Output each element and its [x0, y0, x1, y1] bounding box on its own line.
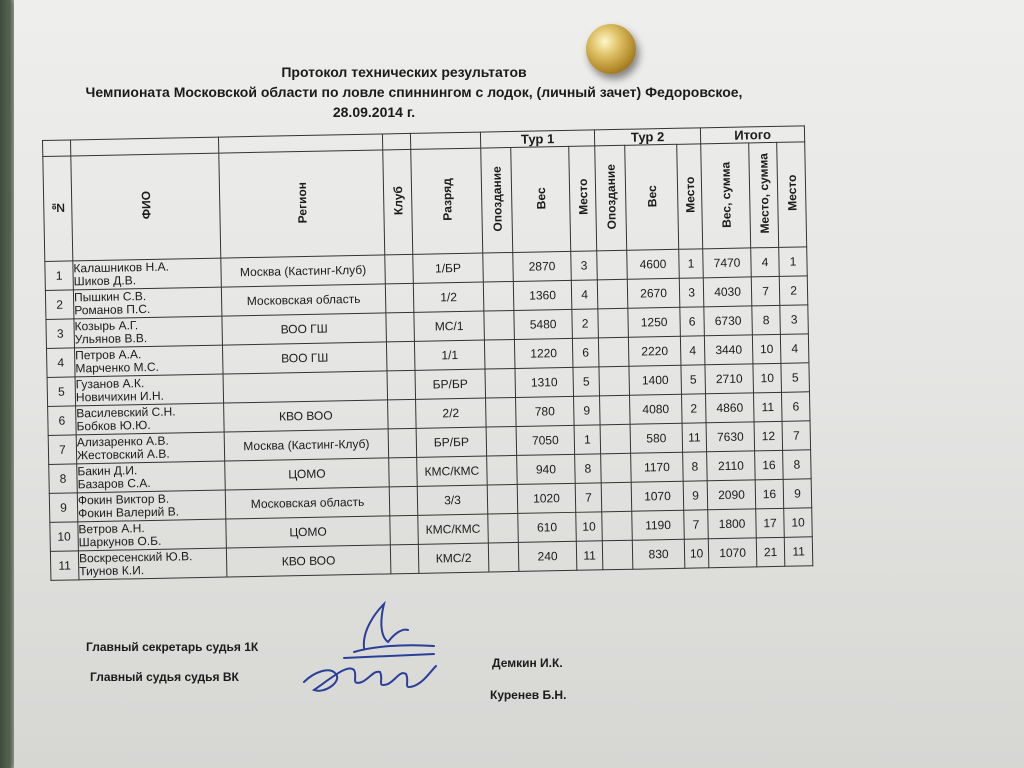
late-2: [601, 453, 632, 483]
weight-1: 1310: [515, 367, 574, 397]
final-place: 2: [779, 276, 808, 306]
place-1: 8: [575, 454, 602, 483]
rank: 2/2: [416, 398, 487, 428]
late-1: [483, 252, 514, 282]
place-2: 8: [683, 452, 708, 481]
place-2: 5: [681, 365, 706, 394]
weight-1: 940: [517, 454, 576, 484]
participant-1: Калашников Н.А.: [73, 259, 169, 276]
participants: [73, 287, 222, 319]
region: КВО ВОО: [226, 545, 391, 577]
club: [386, 341, 415, 371]
secretary-title: Главный секретарь судья 1К: [86, 640, 259, 654]
late-2: [597, 279, 628, 309]
club: [389, 486, 418, 516]
late-2: [599, 366, 630, 396]
place-1: 11: [576, 541, 603, 570]
late-2: [601, 482, 632, 512]
results-table: [42, 125, 813, 581]
rank: КМС/2: [418, 543, 489, 573]
club: [386, 312, 415, 342]
sum-weight: 7470: [703, 248, 752, 278]
place-1: 10: [576, 512, 603, 541]
late-2: [602, 540, 633, 570]
row-number: 11: [50, 551, 79, 581]
sum-place: 16: [755, 479, 784, 509]
sum-place: 11: [754, 392, 783, 422]
late-2: [598, 337, 629, 367]
participant-2: Шиков Д.В.: [73, 273, 137, 289]
club: [389, 457, 418, 487]
participant-1: Бакин Д.И.: [77, 463, 138, 479]
final-place: 4: [780, 334, 809, 364]
weight-1: 1220: [514, 338, 573, 368]
judge-title: Главный судья судья ВК: [90, 670, 239, 684]
place-2: 9: [683, 481, 708, 510]
col-club: Клуб: [390, 186, 406, 216]
rank: МС/1: [414, 311, 485, 341]
club: [388, 428, 417, 458]
participant-2: Марченко М.С.: [75, 359, 160, 376]
participants: [77, 490, 226, 522]
col-place1: Место: [575, 178, 591, 216]
row-number: 9: [49, 493, 78, 523]
sum-weight: 2710: [705, 364, 754, 394]
participant-2: Ульянов В.В.: [74, 331, 148, 347]
weight-2: 1250: [628, 307, 681, 337]
sum-weight: 2090: [707, 480, 756, 510]
weight-2: 4600: [627, 249, 680, 279]
club: [385, 283, 414, 313]
weight-1: 7050: [516, 425, 575, 455]
participant-1: Петров А.А.: [75, 347, 142, 363]
region: Московская область: [225, 487, 390, 519]
late-1: [487, 484, 518, 514]
weight-1: 5480: [514, 309, 573, 339]
late-1: [484, 310, 515, 340]
late-2: [597, 250, 628, 280]
region: ЦОМО: [225, 458, 390, 490]
final-place: 7: [782, 421, 811, 451]
doc-date: 28.09.2014 г.: [332, 104, 416, 120]
late-1: [487, 455, 518, 485]
place-1: 5: [573, 367, 600, 396]
weight-2: 1190: [632, 510, 685, 540]
participants: [78, 519, 227, 551]
rank: 3/3: [417, 485, 488, 515]
participant-1: Гузанов А.К.: [75, 376, 145, 392]
weight-2: 830: [632, 539, 685, 569]
group-total: Итого: [700, 126, 804, 144]
region: ЦОМО: [226, 516, 391, 548]
place-2: 4: [680, 336, 705, 365]
late-1: [488, 513, 519, 543]
region: Московская область: [221, 284, 386, 316]
secretary-name: Демкин И.К.: [492, 656, 563, 670]
late-1: [485, 368, 516, 398]
weight-2: 580: [630, 423, 683, 453]
row-number: 1: [45, 261, 74, 291]
final-place: 1: [779, 247, 808, 277]
weight-1: 2870: [513, 251, 572, 281]
weight-2: 1070: [631, 481, 684, 511]
participants: [77, 461, 226, 493]
club: [387, 370, 416, 400]
participants: [74, 316, 223, 348]
late-2: [600, 424, 631, 454]
participants: [78, 548, 227, 580]
weight-1: 1360: [513, 280, 572, 310]
row-number: 5: [47, 377, 76, 407]
place-2: 3: [679, 278, 704, 307]
region: [223, 371, 388, 403]
sum-place: 4: [751, 247, 780, 277]
late-1: [488, 542, 519, 572]
participant-1: Ализаренко А.В.: [76, 433, 169, 450]
rank: КМС/КМС: [417, 456, 488, 486]
group-tour2: Тур 2: [594, 128, 700, 146]
col-region: Регион: [294, 181, 310, 224]
late-1: [483, 281, 514, 311]
club: [388, 399, 417, 429]
participants: [74, 345, 223, 377]
region: Москва (Кастинг-Клуб): [224, 429, 389, 461]
region: ВОО ГШ: [222, 313, 387, 345]
participants: [76, 403, 225, 435]
weight-2: 1400: [629, 365, 682, 395]
group-tour1: Тур 1: [480, 130, 594, 148]
sum-weight: 1800: [708, 509, 757, 539]
doc-subtitle: Чемпионата Московской области по ловле спиннингом с лодок, (личный зачет) Федоровское,: [85, 84, 743, 100]
sum-place: 21: [756, 537, 785, 567]
club: [385, 254, 414, 284]
participant-2: Жестовский А.В.: [76, 446, 170, 463]
weight-1: 240: [518, 541, 577, 571]
participant-1: Козырь А.Г.: [74, 318, 139, 334]
row-number: 10: [50, 522, 79, 552]
late-2: [600, 395, 631, 425]
final-place: 10: [784, 508, 813, 538]
rank: КМС/КМС: [418, 514, 489, 544]
final-place: 5: [781, 363, 810, 393]
weight-2: 4080: [630, 394, 683, 424]
participant-2: Тиунов К.И.: [79, 563, 145, 579]
late-1: [484, 339, 515, 369]
results-body: [45, 247, 813, 581]
final-place: 3: [780, 305, 809, 335]
participant-2: Базаров С.А.: [77, 475, 151, 492]
participant-1: Воскресенский Ю.В.: [78, 549, 193, 566]
rank: БР/БР: [416, 427, 487, 457]
place-2: 11: [682, 423, 707, 452]
col-sum-place: Место, сумма: [755, 153, 772, 234]
place-1: 1: [574, 425, 601, 454]
sum-place: 7: [751, 276, 780, 306]
participant-1: Василевский С.Н.: [76, 404, 176, 421]
final-place: 8: [783, 450, 812, 480]
participant-1: Ветров А.Н.: [78, 521, 145, 537]
col-weight1: Вес: [533, 186, 548, 209]
row-number: 4: [47, 348, 76, 378]
sum-place: 10: [753, 363, 782, 393]
document-sheet: [14, 0, 1024, 768]
sum-place: 16: [755, 450, 784, 480]
weight-1: 610: [518, 512, 577, 542]
place-2: 2: [682, 394, 707, 423]
final-place: 9: [783, 479, 812, 509]
late-2: [598, 308, 629, 338]
place-1: 2: [572, 309, 599, 338]
late-2: [602, 511, 633, 541]
sum-weight: 4030: [703, 277, 752, 307]
club: [390, 544, 419, 574]
rank: 1/2: [413, 282, 484, 312]
participant-2: Бобков Ю.Ю.: [76, 417, 151, 434]
participant-2: Шаркунов О.Б.: [78, 533, 162, 550]
weight-2: 2220: [628, 336, 681, 366]
sum-place: 10: [752, 334, 781, 364]
weight-2: 2670: [627, 278, 680, 308]
col-fio: ФИО: [138, 191, 154, 220]
sum-weight: 6730: [704, 306, 753, 336]
row-number: 6: [48, 406, 77, 436]
col-late1: Опоздание: [489, 165, 505, 232]
col-place: Место: [784, 174, 800, 212]
sum-weight: 7630: [706, 422, 755, 452]
participant-1: Пышкин С.В.: [73, 289, 147, 305]
late-1: [486, 397, 517, 427]
row-number: 3: [46, 319, 75, 349]
sum-place: 8: [752, 305, 781, 335]
sum-place: 17: [756, 508, 785, 538]
weight-2: 1170: [631, 452, 684, 482]
col-place2: Место: [682, 176, 698, 214]
participants: [75, 374, 224, 406]
judge-name: Куренев Б.Н.: [490, 688, 567, 702]
region: КВО ВОО: [224, 400, 389, 432]
place-1: 7: [575, 483, 602, 512]
sum-weight: 1070: [708, 538, 757, 568]
place-1: 4: [571, 280, 598, 309]
col-rank: Разряд: [439, 178, 455, 222]
row-number: 7: [48, 435, 77, 465]
place-1: 9: [574, 396, 601, 425]
place-2: 7: [684, 510, 709, 539]
participant-2: Фокин Валерий В.: [78, 504, 180, 521]
rank: 1/1: [414, 340, 485, 370]
row-number: 2: [45, 290, 74, 320]
col-late2: Опоздание: [603, 163, 619, 230]
sum-place: 12: [754, 421, 783, 451]
weight-1: 780: [516, 396, 575, 426]
participant-2: Романов П.С.: [74, 301, 151, 318]
place-2: 6: [680, 307, 705, 336]
participants: [73, 258, 222, 290]
col-sum-weight: Вес, сумма: [718, 161, 734, 228]
sum-weight: 3440: [704, 335, 753, 365]
col-weight2: Вес: [644, 184, 659, 207]
club: [390, 515, 419, 545]
col-num: №: [50, 200, 65, 215]
place-1: 6: [572, 338, 599, 367]
column-header-row: [43, 142, 807, 262]
region: ВОО ГШ: [222, 342, 387, 374]
participant-2: Новичихин И.Н.: [75, 388, 165, 405]
participant-1: Фокин Виктор В.: [77, 491, 170, 508]
region: Москва (Кастинг-Клуб): [221, 255, 386, 287]
rank: БР/БР: [415, 369, 486, 399]
place-2: 1: [679, 249, 704, 278]
sum-weight: 4860: [706, 393, 755, 423]
weight-1: 1020: [517, 483, 576, 513]
final-place: 11: [784, 537, 813, 567]
place-1: 3: [571, 251, 598, 280]
sum-weight: 2110: [707, 451, 756, 481]
handwritten-signatures: [284, 590, 464, 710]
row-number: 8: [49, 464, 78, 494]
late-1: [486, 426, 517, 456]
rank: 1/БР: [413, 253, 484, 283]
doc-title: Протокол технических результатов: [281, 64, 527, 80]
place-2: 10: [684, 539, 709, 568]
participants: [76, 432, 225, 464]
final-place: 6: [782, 392, 811, 422]
